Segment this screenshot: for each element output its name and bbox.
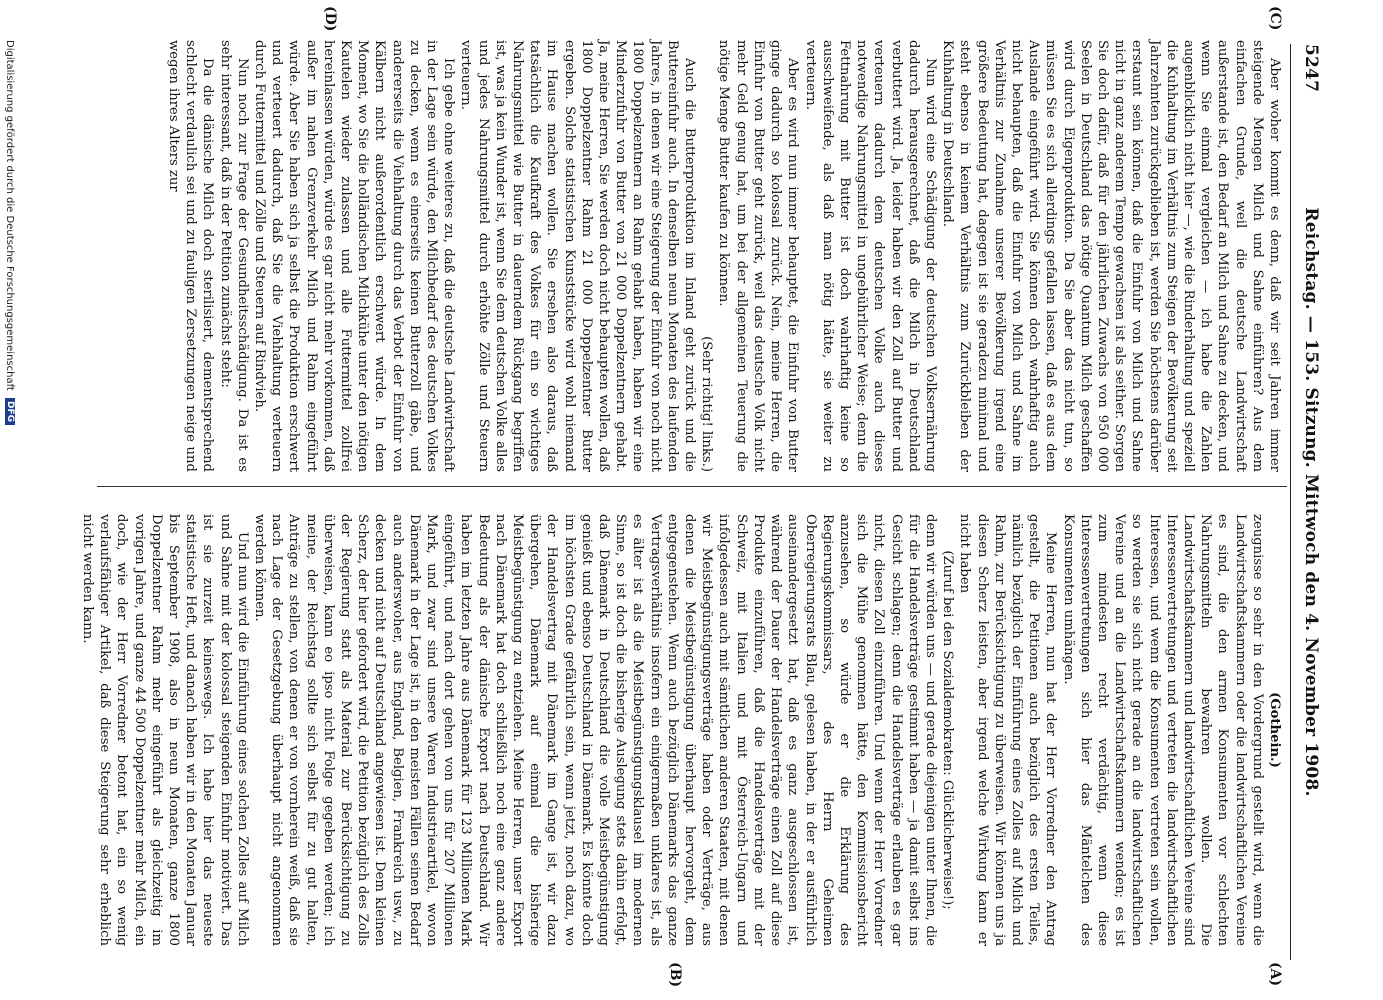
digitization-credit bbox=[0, 40, 15, 1000]
paragraph: Nun noch zur Frage der Gesundheitsschädigung. Da ist es sehr interessant, daß in der Petition zunächst steht: bbox=[217, 40, 250, 472]
text-column-right bbox=[79, 514, 1283, 946]
speaker-name: (Gothein.) bbox=[1267, 692, 1282, 768]
page-number: 5247 bbox=[1301, 44, 1321, 93]
paragraph: Auch die Butterproduktion im Inland geht zurück und die Buttereinfuhr auch. In denselben neun Monaten des laufenden Jahres, in denen wir eine Steigerung der Einfuhr von noch nicht 1800 Doppelzentnern an Rahm gehabt haben, haben wir eine Minderzufuhr von Butter von 21 000 Doppelzentnern gehabt. Ja, meine Herren, Sie werden doch nicht behaupten wollen, daß 1800 Doppelzentner Rahm 21 000 Doppelzentner Butter ergeben. Solche statistischen Kunststücke wird wohl niemand im Hause machen wollen. Sie ersehen also daraus, daß tatsächlich die Kaufkraft des Volkes für ein so wichtiges Nahrungsmittel wie Butter in dauerndem Rückgang begriffen ist, was ja kein Wunder ist, wenn Sie dem deutschen Volke alles und jedes Nahrungsmittel durch erhöhte Zölle und Steuern verteuern. bbox=[458, 40, 698, 472]
header-rule bbox=[1290, 44, 1291, 960]
interjection: (Sehr richtig! links.) bbox=[699, 336, 715, 472]
page-title: Reichstag. — 153. Sitzung. Mittwoch den 4. November 1908. bbox=[1301, 207, 1321, 797]
paragraph: zeugnisse so sehr in den Vordergrund gestellt wird, wenn die Landwirtschaftskammern oder die landwirtschaftlichen Vereine es sind, die den armen Konsumenten vor schlechten Nahrungsmitteln bewahren wollen. Die Landwirtschaftskammern und landwirtschaftlichen Vereine sind Interessenvertretungen und vertreten die landwirtschaftlichen Interessen, und wenn die Konsumenten vertreten sein wollen, so werden sie sich nicht gerade an die landwirtschaftlichen Vereine und an die Landwirtschaftskammern wenden; es ist zum mindesten recht verdächtig, wenn diese Interessenvertretungen sich hier das Mäntelchen des Konsumenten umhängen. bbox=[1060, 514, 1265, 946]
text-column-left bbox=[97, 40, 1283, 472]
interjection: (Zuruf bei den Sozialdemokraten: Glücklicherweise!); bbox=[940, 550, 956, 910]
paragraph: Meine Herren, nun hat der Herr Vorredner den Antrag gestellt, die Petitionen auch bezüglich des ersten Teiles, nämlich bezüglich der Einführung eines Zolles auf Milch und Rahm, zur Berücksichtigung zu überweisen. Wir können uns ja diesen Scherz leisten, aber irgend welche Wirkung kann er nicht haben bbox=[957, 514, 1059, 946]
margin-mark-b: (B) bbox=[667, 962, 683, 988]
paragraph: Ich gebe ohne weiteres zu, daß die deutsche Landwirtschaft in der Lage sein würde, den Milchbedarf des deutschen Volkes zu decken, wenn es einerseits keinen Butterzoll gäbe, und andererseits die Viehhaltung durch das Verbot der Einfuhr von Kälbern nicht außerordentlich erschwert würde. In dem Moment, wo Sie die holländischen Milchkühe unter den nötigen Kautelen wieder zulassen und alle Futtermittel zollfrei hereinlassen würden, würde es gar nicht mehr vorkommen, daß außer im nahen Grenzverkehr Milch und Rahm eingeführt würde. Aber Sie haben sich ja selbst die Produktion erschwert und verteuert dadurch, daß Sie die Viehhaltung verteuern durch Futtermittel und Zölle und Steuern auf Rindvieh. bbox=[252, 40, 457, 472]
paragraph: Aber woher kommt es denn, daß wir seit Jahren immer steigende Mengen Milch und Sahne einführen? Aus dem einfachen Grunde, weil die deutsche Landwirtschaft außerstande ist, den Bedarf an Milch und Sahne zu decken, und wenn Sie einmal vergleichen — ich habe die Zahlen augenblicklich nicht hier —, wie die Rinderhaltung und speziell die Kuhhaltung im Verhältnis zum Steigen der Bevölkerung seit Jahrzehnten zurückgeblieben ist, werden Sie höchstens darüber erstaunt sein können, daß die Einfuhr von Milch und Sahne nicht in ganz anderem Tempo gewachsen ist als seither. Sorgen Sie doch dafür, daß für den jährlichen Zuwachs von 950 000 Seelen in Deutschland das nötige Quantum Milch geschaffen wird durch Eigenproduktion. Da Sie aber das nicht tun, so müssen Sie es sich allerdings gefallen lassen, daß es aus dem Auslande eingeführt wird. Sie können doch wahrhaftig auch nicht behaupten, daß die Einfuhr von Milch und Sahne im Verhältnis zur Zunahme unserer Bevölkerung irgend eine größere Bedeutung hat, dagegen ist sie geradezu minimal und steht ebenso in keinem Verhältnis zum Zurückbleiben der Kuhhaltung in Deutschland. bbox=[940, 40, 1282, 472]
paragraph: denn wir würden uns — und gerade diejenigen unter Ihnen, die für die Handelsverträge gestimmt haben — ja damit selbst ins Gesicht schlagen; denn die Handelsverträge erlauben es gar nicht, diesen Zoll einzuführen. Und wenn der Herr Vorredner sich die Mühe genommen hätte, den Kommissionsbericht anzusehen, so würde er die Erklärung des Regierungskommissars, des Herrn Geheimen Oberregierungsrats Blau, gelesen haben, in der er ausführlich auseinandergesetzt hat, daß es ganz ausgeschlossen ist, während der Dauer der Handelsverträge einen Zoll auf diese Produkte einzuführen, daß die Handelsverträge mit der Schweiz, mit Italien und mit Österreich-Ungarn und infolgedessen auch mit sämtlichen anderen Staaten, mit denen wir Meistbegünstigungsverträge haben oder Verträge, aus denen die Meistbegünstigung überhaupt hervorgeht, dem entgegenstehen. Wenn auch bezüglich Dänemarks das ganze Vertragsverhältnis insofern ein einigermaßen unklares ist, als es älter ist als die Meistbegünstigungsklausel im modernen Sinne, so ist doch die bisherige Auslegung stets dahin erfolgt, daß Dänemark in Deutschland die volle Meistbegünstigung genießt und ebenso Deutschland in Dänemark. Es könnte doch im höchsten Grade gefährlich sein, wenn jetzt, noch dazu, wo der Handelsvertrag mit Dänemark im Gange ist, wir dazu übergehen, Dänemark auf einmal die bisherige Meistbegünstigung zu entziehen. Meine Herren, unser Export nach Dänemark hat doch schließlich noch eine ganz andere Bedeutung als der dänische Export nach Deutschland. Wir haben im letzten Jahre aus Dänemark für 123 Millionen Mark eingeführt, und nach dort gehen von uns für 207 Millionen Mark, und zwar sind unsere Waren Industrieartikel, wovon Dänemark in der Lage ist, in den meisten Fällen seinen Bedarf auch anderswoher, aus England, Belgien, Frankreich usw., zu decken und nicht auf Deutschland angewiesen ist. Dem kleinen Scherz, der hier gefordert wird, die Petition bezüglich des Zolls der Regierung statt als Material zur Berücksichtigung zu überweisen, kann eo ipso nicht Folge gegeben werden; ich meine, der Reichstag sollte sich selbst für zu gut halten, Anträge zu stellen, von denen er von vornherein weiß, daß sie nach Lage der Gesetzgebung überhaupt nicht angenommen werden können. bbox=[252, 514, 938, 946]
paragraph: Und nun wird die Einführung eines solchen Zolles auf Milch und Sahne mit der kolossal steigenden Einfuhr motiviert. Das ist sie zurzeit keineswegs. Ich habe hier das neueste statistische Heft, und danach haben wir in den Monaten Januar bis September 1908, also in neun Monaten, ganze 1800 Doppelzentner Rahm mehr eingeführt als gleichzeitig im vorigen Jahre, und ganze 44 500 Doppelzentner mehr Milch, ein doch, wie der Herr Vorredner betont hat, ein so wenig verlaufsfähiger Artikel, daß diese Steigerung sehr erheblich nicht werden kann. bbox=[79, 514, 250, 946]
paragraph: Aber es wird nun immer behauptet, die Einfuhr von Butter ginge dadurch so kolossal zurück. Nein, meine Herren, die Einfuhr von Butter geht zurück, weil das deutsche Volk nicht mehr Geld genug hat, um bei der allgemeinen Teuerung die nötige Menge Butter kaufen zu können. bbox=[716, 40, 801, 472]
block-quote: Da die dänische Milch doch sterilisiert, dementsprechend schlecht verdaulich sei und zu fauligen Zersetzungen neige und wegen ihres Alters zur bbox=[166, 40, 216, 472]
column-divider bbox=[97, 486, 1287, 487]
page-header bbox=[1297, 44, 1321, 960]
credit-text: Digitalisierung gefördert durch die Deutsche Forschungsgemeinschaft bbox=[4, 40, 15, 391]
margin-mark-a: (A) bbox=[1267, 962, 1283, 987]
paragraph: Nun wird eine Schädigung der deutschen Volksernährung dadurch herausgerechnet, daß die Milch in Deutschland verbuttert wird. Ja, leider haben wir den Zoll auf Butter und verteuern dadurch dem deutschen Volke auch dieses notwendige Nahrungsmittel in ungebührlicher Weise; denn die Fettnahrung mit Butter ist doch wahrhaftig keine so ausschweifende, als daß man nötig hätte, sie weiter zu verteuern. bbox=[802, 40, 938, 472]
margin-mark-c: (C) bbox=[1267, 6, 1283, 31]
dfg-logo: DFG bbox=[5, 398, 15, 425]
margin-mark-d: (D) bbox=[322, 6, 338, 32]
